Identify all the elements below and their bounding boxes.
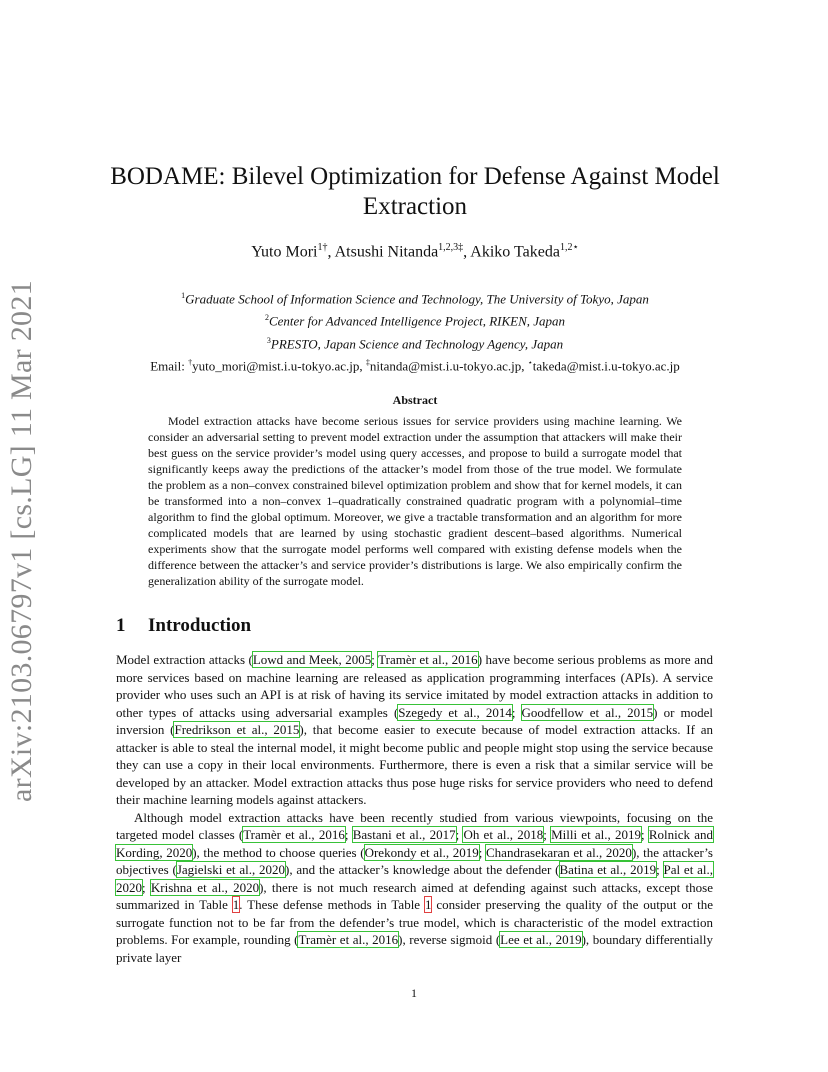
author-marks: 1,2⋆ bbox=[559, 242, 579, 253]
email-address[interactable]: takeda@mist.i.u-tokyo.ac.jp bbox=[532, 358, 680, 374]
text-run: ; bbox=[543, 827, 552, 842]
affiliation-line bbox=[80, 286, 750, 308]
citation-link[interactable]: Jagielski et al., 2020 bbox=[176, 862, 285, 877]
paragraph bbox=[116, 809, 713, 967]
email-mark: † bbox=[188, 357, 193, 367]
citation-link[interactable]: Tramèr et al., 2016 bbox=[378, 652, 478, 667]
text-run: ), that become easier to execute because of model extraction attacks. If an attacker is able to steal the internal model, it might become public and people might stop using the service because they can use a copy in their local environments. Furthermore, there is even a risk that a similar service will be developed by an attacker. Model extraction attacks thus pose huge risks for service providers who need to defend their machine learning models against attackers. bbox=[116, 722, 713, 807]
author-name: Akiko Takeda bbox=[470, 243, 560, 261]
citation-link[interactable]: Bastani et al., 2017 bbox=[352, 827, 456, 842]
text-run: ; bbox=[478, 844, 487, 860]
email-address[interactable]: nitanda@mist.i.u-tokyo.ac.jp, bbox=[369, 358, 525, 374]
paper-title: BODAME: Bilevel Optimization for Defense Against Model Extraction bbox=[110, 163, 720, 220]
text-run: ), boundary differentially private layer bbox=[116, 932, 713, 965]
text-run: ; bbox=[640, 827, 649, 842]
text-run: . These defense methods in Table bbox=[239, 897, 425, 912]
text-run: ), the attacker’s objectives ( bbox=[116, 844, 713, 877]
affiliation-line bbox=[80, 331, 750, 353]
affiliation-text: Graduate School of Information Science and Technology, The University of Tokyo, Japan bbox=[185, 291, 649, 307]
text-run: ; bbox=[455, 827, 464, 842]
citation-link[interactable]: Pal et al., 2020 bbox=[116, 862, 713, 895]
text-run: ; bbox=[511, 704, 522, 720]
email-label: Email: bbox=[150, 358, 185, 374]
citation-link[interactable]: Lowd and Meek, 2005 bbox=[252, 652, 372, 667]
email-line bbox=[80, 353, 750, 375]
affiliation-line bbox=[80, 308, 750, 330]
citation-link[interactable]: Oh et al., 2018 bbox=[463, 827, 544, 842]
text-run: ; bbox=[656, 862, 664, 877]
affiliation-text: PRESTO, Japan Science and Technology Agency, Japan bbox=[270, 335, 564, 351]
text-run: ), there is not much research aimed at defending against such attacks, except those summarized in Table bbox=[116, 879, 713, 912]
citation-link[interactable]: Orekondy et al., 2019 bbox=[364, 844, 479, 860]
table-ref-link[interactable]: 1 bbox=[424, 897, 432, 912]
text-run: ; bbox=[142, 879, 151, 895]
text-run: ; bbox=[344, 827, 353, 842]
citation-link[interactable]: Fredrikson et al., 2015 bbox=[174, 722, 300, 737]
citation-link[interactable]: Goodfellow et al., 2015 bbox=[521, 704, 654, 720]
citation-link[interactable]: Batina et al., 2019 bbox=[559, 862, 657, 877]
text-run: ; bbox=[371, 652, 379, 667]
email-mark: ‡ bbox=[365, 357, 370, 367]
author-name: Yuto Mori bbox=[251, 243, 318, 261]
page-number: 1 bbox=[411, 986, 417, 1000]
table-ref-link[interactable]: 1 bbox=[232, 897, 240, 912]
text-run: ), and the attacker’s knowledge about the defender ( bbox=[285, 862, 560, 877]
paragraph bbox=[116, 651, 713, 809]
section-number: 1 bbox=[116, 615, 126, 636]
abstract-text: Model extraction attacks have become serious issues for service providers using machine learning. We consider an adversarial setting to prevent model extraction under the assumption that attackers will make their best guess on the service provider’s model using query accesses, and propose to build a surrogate model that significantly keeps away the predictions of the attacker’s model from those of the true model. We formulate the problem as a non–convex constrained bilevel optimization problem and show that for kernel models, it can be transformed into a non–convex 1–quadratically constrained quadratic program with a polynomial–time algorithm to find the global optimum. Moreover, we give a tractable transformation and an algorithm for more complicated models that are learned by using stochastic gradient descent–based algorithms. Numerical experiments show that the surrogate model performs well compared with existing defense models when the difference between the attacker’s and service provider’s distributions is large. We also empirically confirm the generalization ability of the surrogate model. bbox=[148, 414, 682, 588]
citation-link[interactable]: Lee et al., 2019 bbox=[500, 932, 582, 947]
author-marks: 1,2,3‡ bbox=[438, 242, 464, 253]
body-text bbox=[116, 651, 713, 966]
text-run: ) or model inversion ( bbox=[116, 704, 713, 737]
citation-link[interactable]: Krishna et al., 2020 bbox=[150, 879, 260, 895]
text-run: Model extraction attacks ( bbox=[116, 652, 253, 667]
text-run: Although model extraction attacks have been recently studied from various viewpoints, focusing on the targeted model classes ( bbox=[116, 809, 713, 842]
author-marks: 1† bbox=[317, 242, 328, 253]
citation-link[interactable]: Rolnick and Kording, 2020 bbox=[116, 827, 713, 860]
citation-link[interactable]: Szegedy et al., 2014 bbox=[398, 704, 512, 720]
abstract-heading: Abstract bbox=[392, 393, 438, 407]
citation-link[interactable]: Tramèr et al., 2016 bbox=[243, 827, 345, 842]
author-list: Yuto Mori$^{1\dagger}$, Atsushi Nitanda$^{1,2,3\ddagger}$, Akiko Takeda$^{1,2⋆}$ bbox=[251, 242, 579, 261]
affiliation-mark: 3 bbox=[266, 335, 271, 345]
text-run: consider preserving the quality of the output or the surrogate function not to be far from the defender’s true model, which is characteristic of the model extraction problems. For example, rounding ( bbox=[116, 897, 713, 947]
email-address[interactable]: yuto_mori@mist.i.u-tokyo.ac.jp, bbox=[192, 358, 363, 374]
text-run: ), reverse sigmoid ( bbox=[398, 932, 501, 947]
text-run: ), the method to choose queries ( bbox=[192, 844, 365, 860]
affiliation-mark: 1 bbox=[181, 291, 186, 300]
section-heading bbox=[116, 615, 251, 637]
citation-link[interactable]: Tramèr et al., 2016 bbox=[298, 932, 399, 947]
affiliation-mark: 2 bbox=[264, 313, 269, 323]
affiliation-block bbox=[80, 286, 750, 375]
email-mark: ⋆ bbox=[527, 357, 533, 367]
author-name: Atsushi Nitanda bbox=[334, 243, 439, 261]
arxiv-side-stamp: arXiv:2103.06797v1 [cs.LG] 11 Mar 2021 bbox=[5, 280, 38, 802]
section-title: Introduction bbox=[148, 615, 252, 636]
affiliation-text: Center for Advanced Intelligence Project, RIKEN, Japan bbox=[268, 313, 566, 329]
text-run: ) have become serious problems as more and more services based on machine learning are released as application programming interfaces (APIs). A service provider who uses such an API is at risk of having its service imitated by model extraction attacks in addition to other types of attacks using adversarial examples ( bbox=[116, 652, 713, 720]
citation-link[interactable]: Chandrasekaran et al., 2020 bbox=[486, 844, 632, 860]
citation-link[interactable]: Milli et al., 2019 bbox=[551, 827, 641, 842]
